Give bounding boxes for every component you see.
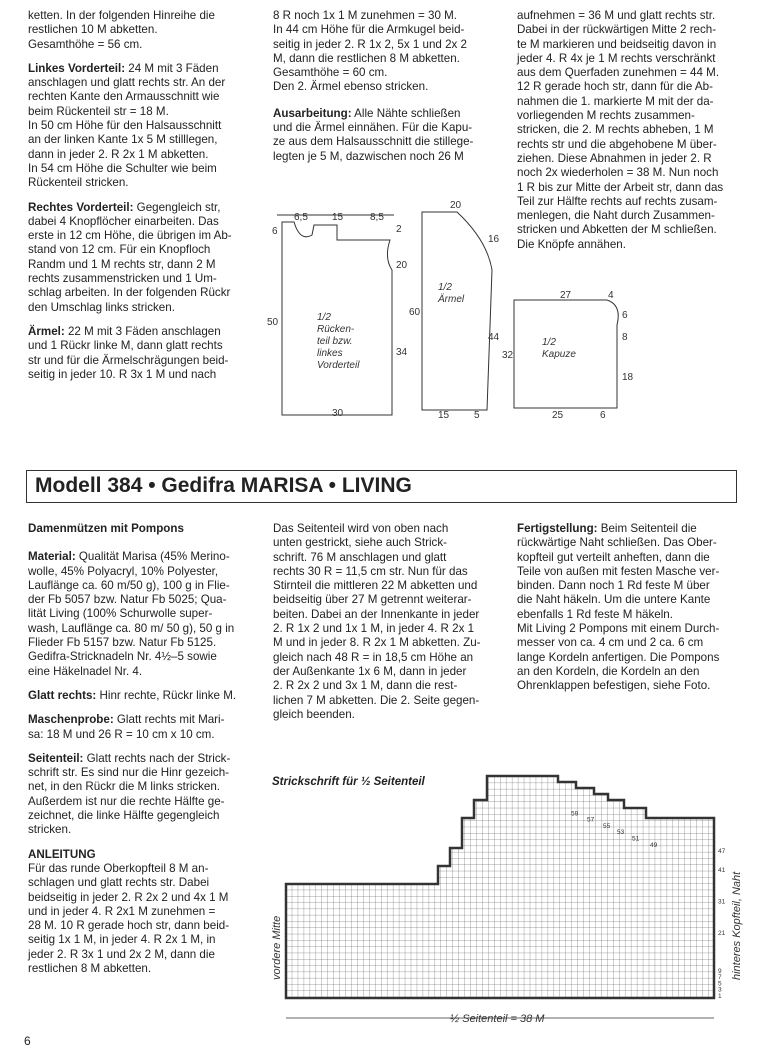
sleeve-top-height: 16 xyxy=(488,234,500,245)
hood-left-height: 32 xyxy=(502,350,514,361)
row-label: 7 xyxy=(718,974,722,982)
bottom-column-1 xyxy=(28,522,254,986)
row-label: 55 xyxy=(603,822,611,830)
back-right-mid: 20 xyxy=(396,260,408,271)
chart-grid xyxy=(286,776,714,998)
row-label: 53 xyxy=(617,829,625,837)
hood-top-b: 4 xyxy=(608,290,614,301)
paragraph: Ausarbeitung: Alle Nähte schließen und die Ärmel einnähen. Für die Kapu- ze aus dem Halsausschnitt die stillege- legten je 5 M, dazwischen noch 26 M xyxy=(273,106,474,163)
row-label: 41 xyxy=(718,867,726,874)
paragraph: ketten. In der folgenden Hinreihe die restlichen 10 M abketten. Gesamthöhe = 56 cm. xyxy=(28,9,215,51)
paragraph: ANLEITUNG Für das runde Oberkopfteil 8 M an- schlagen und glatt rechts str. Dabei beidseitig in jeder 2. R 2x 2 und 4x 1 M und in jeder 4. R 2x1 M zunehmen = 28 M. 10 R gerade hoch str, dann beid- seitig 1x 1 M, in jeder 4. R 2x 1 M, in jeder 2. R 3x 1 und 2x 2 M, dann die restlichen 8 M abketten. xyxy=(28,847,230,976)
chart-bottom-label: ½ Seitenteil = 38 M xyxy=(450,1013,545,1025)
top-column-2 xyxy=(273,9,499,174)
sleeve-left-height: 60 xyxy=(409,307,421,318)
hood-bottom-b: 6 xyxy=(600,410,606,421)
pattern-schematics xyxy=(262,200,742,430)
paragraph: Material: Qualität Marisa (45% Merino- wolle, 45% Polyacryl, 10% Polyester, Lauflänge ca. 60 m/50 g), 100 g in Flie- der Fb 5057 bzw. Natur Fb 5025; Qua- lität Living (100% Schurwolle super- wash, Lauflänge ca. 80 m/ 50 g), 50 g in Flieder Fb 5157 bzw. Natur Fb 5125. Gedifra-Stricknadeln Nr. 4½–5 sowie eine Häkelnadel Nr. 4. xyxy=(28,550,235,678)
bottom-column-2 xyxy=(273,522,499,732)
paragraph: Fertigstellung: Beim Seitenteil die rückwärtige Naht schließen. Das Ober- kopfteil gut verteilt anheften, dann die Teile von außen mit festen Masche ver- binden. Dann noch 1 Rd feste M über die Naht häkeln. Um die untere Kante ebenfalls 1 Rd feste M häkeln. Mit Living 2 Pompons mit einem Durch- messer von ca. 4 cm und 2 ca. 6 cm lange Kordeln anfertigen. Die Pompons an den Kordeln, die Kordeln an den Ohrenklappen befestigen, siehe Foto. xyxy=(517,522,720,693)
back-right-low: 34 xyxy=(396,347,408,358)
row-label: 9 xyxy=(718,967,722,975)
paragraph: aufnehmen = 36 M und glatt rechts str. Dabei in der rückwärtigen Mitte 2 rech- te M markieren und beidseitig davon in jeder 4. R 4x je 1 M rechts verschränkt aus dem Querfaden zunehmen = 44 M. 12 R gerade hoch str, dann für die Ab- nahmen die 1. markierte M mit der da- vorliegenden M rechts zusammen- stricken, die 2. M rechts abheben, 1 M rechts str und die abgehobene M über- ziehen. Diese Abnahmen in jeder 2. R noch 2x wiederholen = 38 M. Nun noch 1 R bis zur Mitte der Arbeit str, dann das Teil zur Hälfte rechts auf rechts zusam- menlegen, die Naht durch Zusammen- stricken und Abketten der M schließen. Die Knöpfe annähen. xyxy=(517,9,724,251)
back-top-right: 8,5 xyxy=(370,212,384,223)
paragraph: Das Seitenteil wird von oben nach unten gestrickt, siehe auch Strick- schrift. 76 M anschlagen und glatt rechts 30 R = 11,5 cm str. Nun für das Stirnteil die mittleren 22 M abketten und beidseitig über 27 M getrennt weiterar- beiten. Dabei an der Innenkante in jeder 2. R 1x 2 und 1x 1 M, in jeder 4. R 2x 1 M und in jeder 8. R 2x 1 M abketten. Zu- gleich nach 48 R = in 18,5 cm Höhe an der Außenkante 1x 6 M, dann in jeder 2. R 2x 2 und 3x 1 M, dann die rest- lichen 7 M abketten. Die 2. Seite gegen- gleich beenden. xyxy=(273,522,481,721)
row-label: 21 xyxy=(718,930,726,937)
back-top-mid: 15 xyxy=(332,212,344,223)
back-top-left: 6,5 xyxy=(294,212,308,223)
row-label: 3 xyxy=(718,986,722,994)
row-label: 5 xyxy=(718,980,722,988)
row-label: 31 xyxy=(718,898,726,906)
row-label: 49 xyxy=(650,841,658,849)
sleeve-label: 1/2 Ärmel xyxy=(438,282,465,305)
paragraph: Maschenprobe: Glatt rechts mit Mari- sa: 18 M und 26 R = 10 cm x 10 cm. xyxy=(28,713,225,741)
paragraph: Ärmel: 22 M mit 3 Fäden anschlagen und 1 Rückr linke M, dann glatt rechts str und für die Ärmelschrägungen beid- seitig in jeder 10. R 3x 1 M und nach xyxy=(28,324,229,381)
paragraph: 8 R noch 1x 1 M zunehmen = 30 M. In 44 cm Höhe für die Armkugel beid- seitig in jeder 2. R 1x 2, 5x 1 und 2x 2 M, dann die restlichen 8 M abketten. Gesamthöhe = 60 cm. Den 2. Ärmel ebenso stricken. xyxy=(273,9,467,94)
chart-right-label: hinteres Kopfteil, Naht xyxy=(731,871,743,980)
row-label: 51 xyxy=(632,835,640,843)
knitting-chart xyxy=(262,770,752,1030)
sleeve-top: 20 xyxy=(450,200,462,211)
paragraph: Rechtes Vorderteil: Gegengleich str, dabei 4 Knopflöcher einarbeiten. Das erste in 12 cm Höhe, die übrigen im Ab- stand von 12 cm. Für ein Knopfloch Randm und 1 M rechts str, dann 2 M rechts zusammenstricken und 1 Um- schlag arbeiten. In der folgenden Rückr den Umschlag links stricken. xyxy=(28,200,232,314)
back-right-top: 2 xyxy=(396,224,402,235)
row-label: 59 xyxy=(571,810,579,818)
hood-top: 27 xyxy=(560,290,572,301)
row-label: 57 xyxy=(587,816,595,824)
hood-right-3: 18 xyxy=(622,372,634,383)
hood-right-1: 6 xyxy=(622,310,628,321)
sleeve-right-height: 44 xyxy=(488,332,500,343)
back-label: 1/2 Rücken-teil bzw. linkes Vorderteil xyxy=(317,312,360,371)
row-label: 1 xyxy=(718,993,722,1000)
paragraph: Glatt rechts: Hinr rechte, Rückr linke M. xyxy=(28,688,237,702)
hood-right-2: 8 xyxy=(622,332,628,343)
chart-title: Strickschrift für ½ Seitenteil xyxy=(272,776,425,788)
bottom-column-3 xyxy=(517,522,743,704)
back-left-top: 6 xyxy=(272,226,278,237)
sleeve-bottom-a: 15 xyxy=(438,410,450,421)
back-bottom-width: 30 xyxy=(332,408,344,419)
sleeve-bottom-b: 5 xyxy=(474,410,480,421)
back-left-height: 50 xyxy=(267,317,279,328)
row-label: 47 xyxy=(718,848,726,856)
chart-left-label: vordere Mitte xyxy=(271,915,283,980)
model-header: Modell 384 • Gedifra MARISA • LIVING xyxy=(26,470,737,503)
hood-bottom: 25 xyxy=(552,410,564,421)
section-title: Damenmützen mit Pompons xyxy=(28,522,184,535)
back-piece-outline xyxy=(282,222,392,415)
paragraph: Linkes Vorderteil: 24 M mit 3 Fäden anschlagen und glatt rechts str. An der rechten Kante den Armausschnitt wie beim Rückenteil str = 18 M. In 50 cm Höhe für den Halsausschnitt an der linken Kante 1x 5 M stilllegen, dann in jeder 2. R 2x 1 M abketten. In 54 cm Höhe die Schulter wie beim Rückenteil stricken. xyxy=(28,61,226,190)
page-number: 6 xyxy=(24,1034,31,1048)
top-column-1 xyxy=(28,9,254,392)
sleeve-outline xyxy=(422,212,492,410)
hood-label: 1/2 Kapuze xyxy=(542,337,576,360)
paragraph: Seitenteil: Glatt rechts nach der Strick- schrift str. Es sind nur die Hinr gezeich- net, in den Rückr die M links stricken. Außerdem ist nur die rechte Hälfte ge- zeichnet, die linke Hälfte gegengleich stricken. xyxy=(28,751,231,837)
